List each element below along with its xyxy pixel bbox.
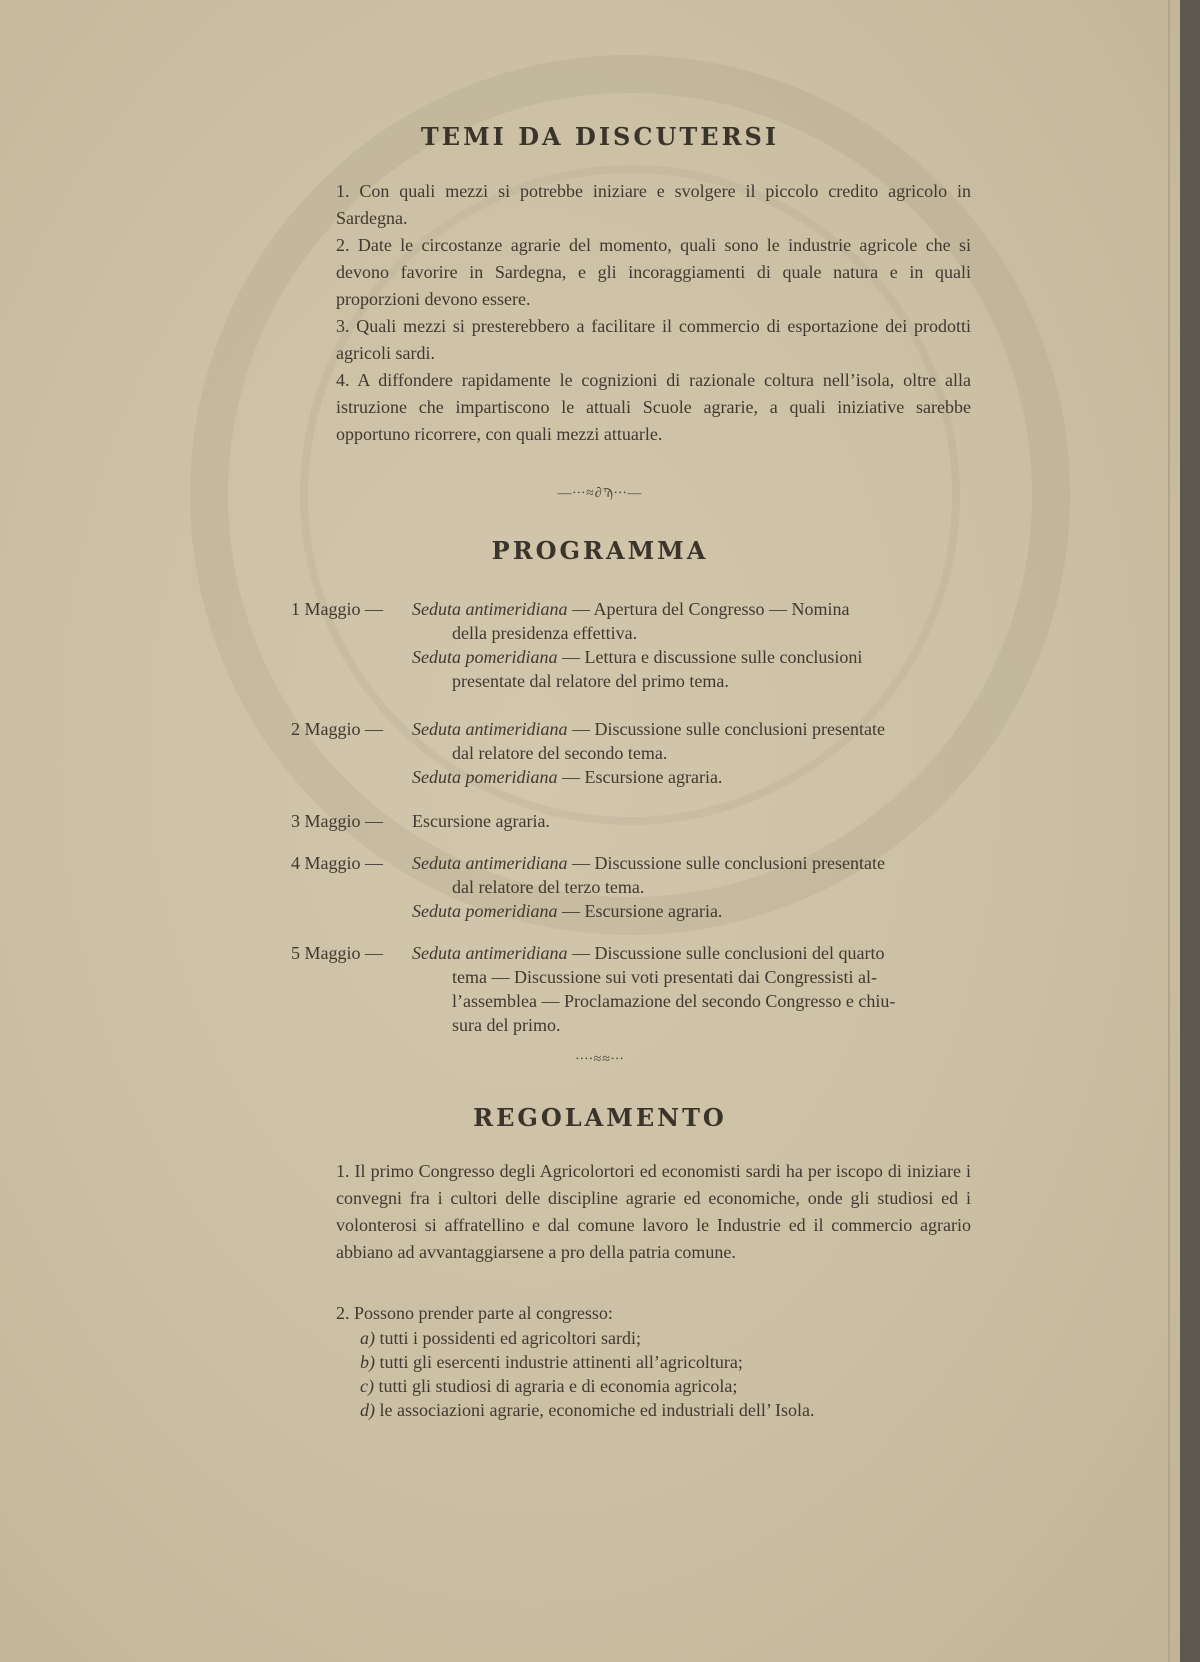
regolamento-list-item bbox=[360, 1397, 815, 1424]
list-text: le associazioni agrarie, economiche ed industriali dell’ Isola. bbox=[375, 1400, 815, 1420]
programma-line-text: l’assemblea — Proclamazione del secondo Congresso e chiu- bbox=[452, 991, 896, 1011]
seduta-label: Seduta antimeridiana bbox=[412, 719, 568, 739]
seduta-label: Seduta pomeridiana bbox=[412, 901, 558, 921]
ornament-divider: ∙∙∙∙≈≈∙∙∙ bbox=[575, 1052, 625, 1067]
programma-line bbox=[452, 740, 667, 767]
programma-line-text: — Discussione sulle conclusioni del quarto bbox=[567, 943, 885, 963]
programma-line bbox=[452, 874, 644, 901]
programma-line bbox=[412, 808, 550, 835]
list-letter: d) bbox=[360, 1400, 375, 1420]
programma-line-text: della presidenza effettiva. bbox=[452, 623, 638, 643]
programma-date-label: 5 Maggio bbox=[291, 943, 361, 963]
programma-line-text: presentate dal relatore del primo tema. bbox=[452, 671, 729, 691]
seduta-label: Seduta antimeridiana bbox=[412, 599, 568, 619]
seduta-label: Seduta antimeridiana bbox=[412, 943, 568, 963]
list-text: tutti gli esercenti industrie attinenti all’agricoltura; bbox=[375, 1352, 743, 1372]
regolamento-list-item bbox=[360, 1349, 743, 1376]
page-edge-shadow bbox=[1180, 0, 1200, 1662]
seduta-label: Seduta antimeridiana bbox=[412, 853, 568, 873]
programma-line bbox=[412, 850, 885, 877]
programma-line bbox=[412, 596, 849, 623]
programma-line-text: — Discussione sulle conclusioni presentate bbox=[567, 719, 885, 739]
programma-line-text: — Discussione sulle conclusioni presentate bbox=[567, 853, 885, 873]
list-letter: c) bbox=[360, 1376, 374, 1396]
programma-line-text: — Escursione agraria. bbox=[557, 901, 723, 921]
regolamento-article-1: 1. Il primo Congresso degli Agricolortori ed economisti sardi ha per iscopo di iniziare i convegni fra i cultori delle discipline agrarie ed economiche, onde gli studiosi ed i volonterosi si affratellino e dal comune lavoro le Industrie ed il commercio agrario abbiano ad avvantaggiarsene a pro della patria comune. bbox=[336, 1161, 971, 1262]
temi-item-3: 3. Quali mezzi si presterebbero a facilitare il commercio di esportazione dei prodotti agricoli sardi. bbox=[336, 316, 971, 363]
programma-line bbox=[412, 898, 722, 925]
programma-line-text: tema — Discussione sui voti presentati dai Congressisti al- bbox=[452, 967, 877, 987]
programma-date bbox=[291, 716, 383, 743]
programma-line bbox=[412, 716, 885, 743]
programma-line bbox=[452, 620, 637, 647]
programma-line bbox=[452, 1012, 560, 1039]
programma-heading: PROGRAMMA bbox=[491, 536, 709, 565]
programma-line-text: Escursione agraria. bbox=[412, 811, 550, 831]
seduta-label: Seduta pomeridiana bbox=[412, 647, 558, 667]
programma-date-dash: — bbox=[360, 853, 383, 873]
programma-date-label: 3 Maggio bbox=[291, 811, 361, 831]
programma-line bbox=[412, 940, 884, 967]
programma-date-dash: — bbox=[360, 943, 383, 963]
programma-line-text: dal relatore del secondo tema. bbox=[452, 743, 668, 763]
programma-line bbox=[452, 668, 729, 695]
seduta-label: Seduta pomeridiana bbox=[412, 767, 558, 787]
temi-item-1: 1. Con quali mezzi si potrebbe iniziare e svolgere il piccolo credito agricolo in Sardegna. bbox=[336, 181, 971, 228]
programma-line bbox=[412, 644, 862, 671]
regolamento-list-item bbox=[360, 1325, 641, 1352]
programma-date bbox=[291, 940, 383, 967]
programma-line-text: dal relatore del terzo tema. bbox=[452, 877, 645, 897]
programma-line bbox=[412, 764, 722, 791]
programma-line bbox=[452, 964, 877, 991]
programma-date bbox=[291, 850, 383, 877]
list-text: tutti gli studiosi di agraria e di economia agricola; bbox=[373, 1376, 738, 1396]
programma-date-dash: — bbox=[360, 599, 383, 619]
regolamento-list-item bbox=[360, 1373, 737, 1400]
programma-date-label: 2 Maggio bbox=[291, 719, 361, 739]
list-letter: a) bbox=[360, 1328, 375, 1348]
list-letter: b) bbox=[360, 1352, 375, 1372]
programma-line-text: — Escursione agraria. bbox=[557, 767, 723, 787]
programma-line bbox=[452, 988, 895, 1015]
programma-date-dash: — bbox=[360, 811, 383, 831]
page-fold bbox=[1168, 0, 1170, 1662]
regolamento-heading: REGOLAMENTO bbox=[473, 1103, 727, 1132]
programma-line-text: — Apertura del Congresso — Nomina bbox=[567, 599, 850, 619]
ornament-divider: —∙∙∙≈∂Ϡ∙∙∙— bbox=[557, 486, 643, 501]
temi-heading: TEMI DA DISCUTERSI bbox=[420, 122, 780, 151]
programma-line-text: sura del primo. bbox=[452, 1015, 561, 1035]
list-text: tutti i possidenti ed agricoltori sardi; bbox=[375, 1328, 641, 1348]
regolamento-article-2: 2. Possono prender parte al congresso: bbox=[336, 1303, 613, 1323]
temi-item-2: 2. Date le circostanze agrarie del momento, quali sono le industrie agricole che si devono favorire in Sardegna, e gli incoraggiamenti di quale natura e in quali proporzioni devono essere. bbox=[336, 235, 971, 309]
programma-date-label: 4 Maggio bbox=[291, 853, 361, 873]
programma-date-dash: — bbox=[360, 719, 383, 739]
programma-line-text: — Lettura e discussione sulle conclusioni bbox=[557, 647, 863, 667]
programma-date bbox=[291, 808, 383, 835]
programma-date-label: 1 Maggio bbox=[291, 599, 361, 619]
temi-item-4: 4. A diffondere rapidamente le cognizioni di razionale coltura nell’isola, oltre alla istruzione che impartiscono le attuali Scuole agrarie, a quali iniziative sarebbe opportuno ricorrere, con quali mezzi attuarle. bbox=[336, 370, 971, 444]
programma-date bbox=[291, 596, 383, 623]
